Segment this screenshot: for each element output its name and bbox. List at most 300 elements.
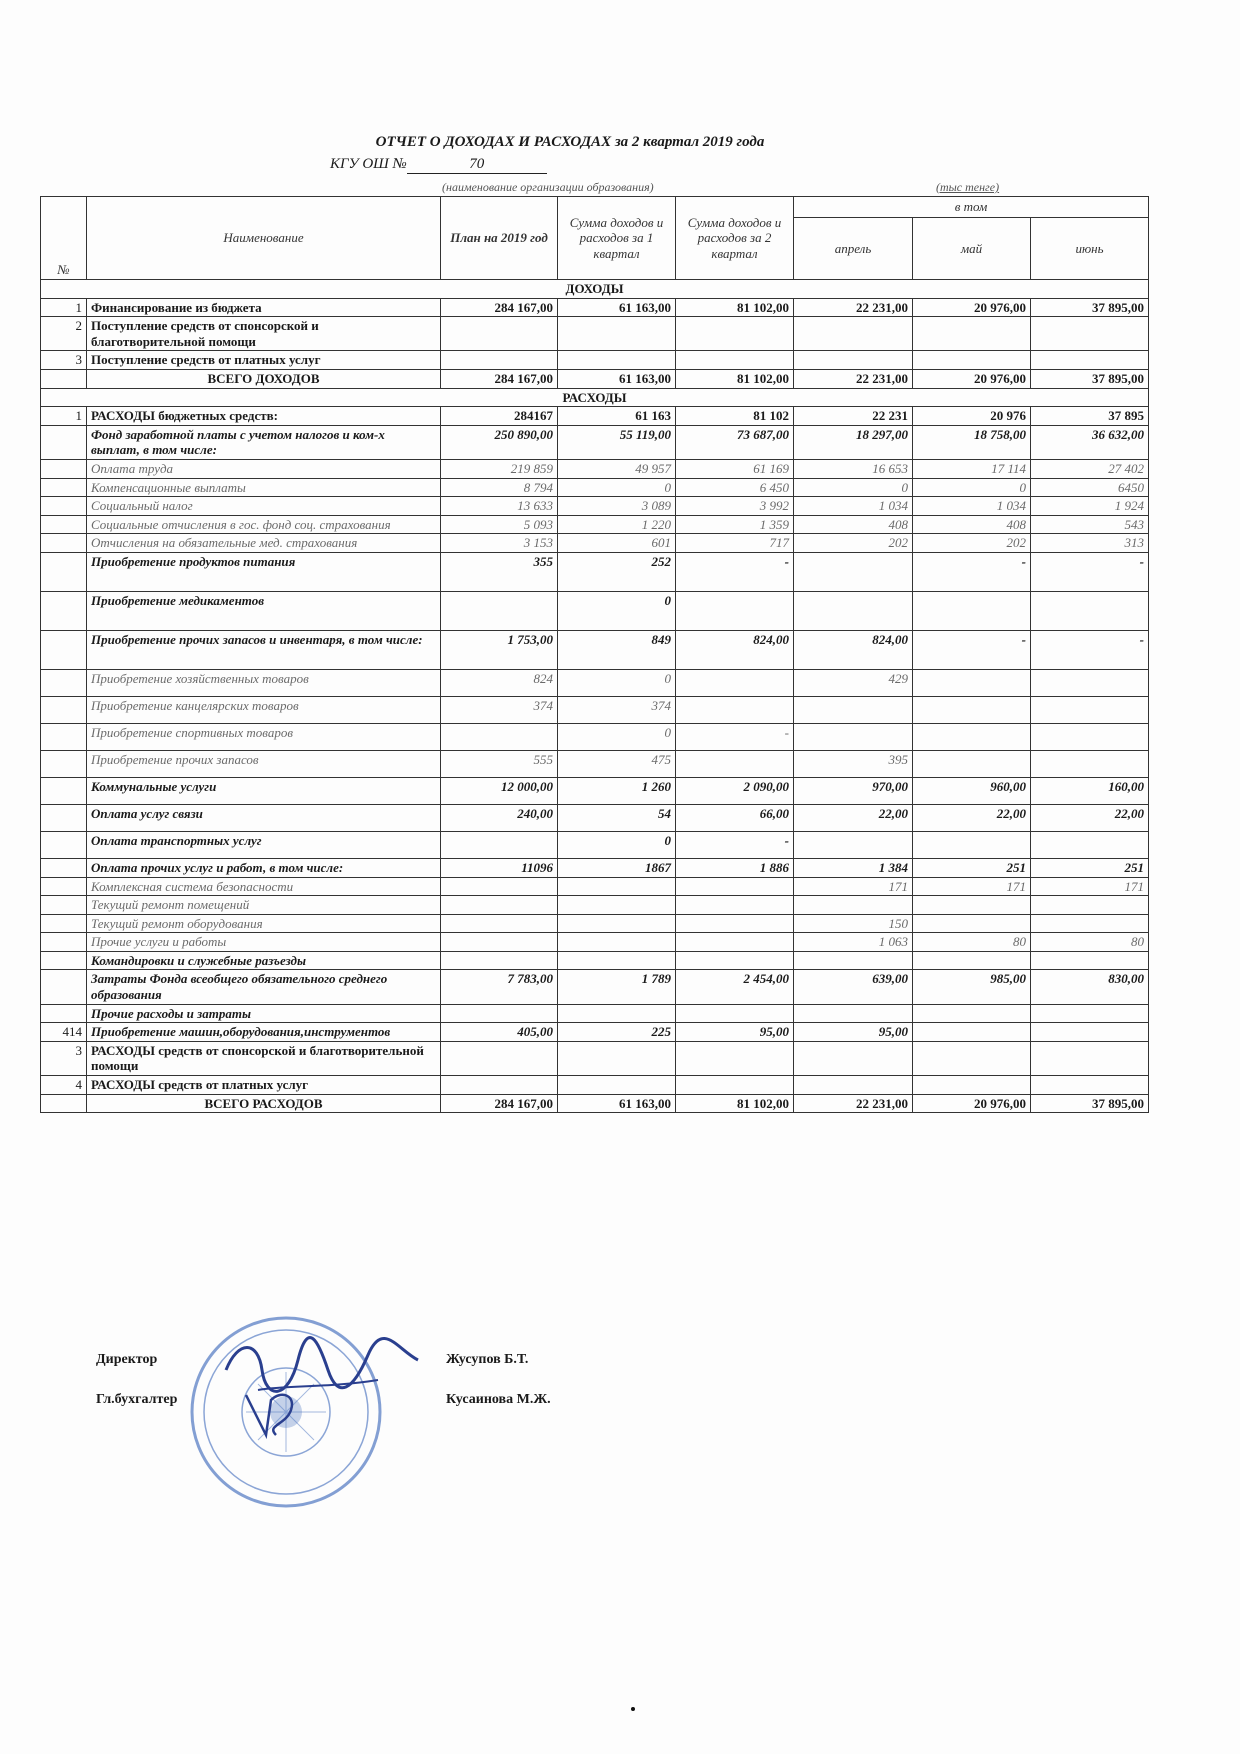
row-number: 2 — [41, 317, 87, 351]
cell-m2 — [913, 351, 1031, 370]
col-incl: в том — [794, 197, 1149, 218]
row-name: Компенсационные выплаты — [87, 478, 441, 497]
cell-m3: 36 632,00 — [1031, 425, 1149, 459]
cell-q2: 66,00 — [676, 804, 794, 831]
cell-m3 — [1031, 1076, 1149, 1095]
cell-q1: 0 — [558, 831, 676, 858]
cell-q1: 3 089 — [558, 497, 676, 516]
cell-q2: 81 102,00 — [676, 1094, 794, 1113]
cell-m3: - — [1031, 552, 1149, 591]
row-name: РАСХОДЫ средств от платных услуг — [87, 1076, 441, 1095]
cell-q2: 2 090,00 — [676, 777, 794, 804]
table-row — [41, 478, 1149, 497]
cell-q2 — [676, 1041, 794, 1075]
col-q1: Сумма доходов и расходов за 1 квартал — [558, 197, 676, 280]
total-label: ВСЕГО РАСХОДОВ — [87, 1094, 441, 1113]
cell-m3: 27 402 — [1031, 459, 1149, 478]
row-name: Оплата услуг связи — [87, 804, 441, 831]
cell-m2 — [913, 1004, 1031, 1023]
cell-plan — [441, 831, 558, 858]
row-number — [41, 630, 87, 669]
cell-m3: - — [1031, 630, 1149, 669]
cell-q2: 61 169 — [676, 459, 794, 478]
cell-q2: 1 359 — [676, 515, 794, 534]
row-number — [41, 877, 87, 896]
cell-plan: 284 167,00 — [441, 369, 558, 388]
row-number: 1 — [41, 407, 87, 426]
row-name: Оплата труда — [87, 459, 441, 478]
cell-m2: - — [913, 552, 1031, 591]
cell-m1: 1 063 — [794, 933, 913, 952]
cell-q2 — [676, 1076, 794, 1095]
cell-q1 — [558, 896, 676, 915]
cell-m2 — [913, 951, 1031, 970]
cell-q2: - — [676, 831, 794, 858]
cell-q1: 374 — [558, 696, 676, 723]
cell-m1: 171 — [794, 877, 913, 896]
cell-q1: 252 — [558, 552, 676, 591]
cell-m1: 1 384 — [794, 858, 913, 877]
cell-plan: 1 753,00 — [441, 630, 558, 669]
cell-q2 — [676, 317, 794, 351]
cell-plan: 284 167,00 — [441, 1094, 558, 1113]
row-name: Приобретение хозяйственных товаров — [87, 669, 441, 696]
row-number — [41, 696, 87, 723]
units-caption: (тыс тенге) — [936, 180, 1000, 194]
cell-plan: 555 — [441, 750, 558, 777]
col-no: № — [41, 197, 87, 280]
section-title: РАСХОДЫ — [41, 388, 1149, 407]
cell-q2 — [676, 696, 794, 723]
cell-m2 — [913, 591, 1031, 630]
cell-q2: - — [676, 723, 794, 750]
row-name: РАСХОДЫ бюджетных средств: — [87, 407, 441, 426]
cell-m3: 171 — [1031, 877, 1149, 896]
cell-q1: 61 163,00 — [558, 298, 676, 317]
cell-m2 — [913, 696, 1031, 723]
cell-m1: 22 231,00 — [794, 369, 913, 388]
table-row — [41, 951, 1149, 970]
cell-m3 — [1031, 591, 1149, 630]
table-row — [41, 317, 1149, 351]
table-row — [41, 1041, 1149, 1075]
cell-q1 — [558, 1076, 676, 1095]
cell-q2: 824,00 — [676, 630, 794, 669]
cell-m3: 37 895 — [1031, 407, 1149, 426]
cell-q1: 61 163,00 — [558, 369, 676, 388]
cell-m2: 22,00 — [913, 804, 1031, 831]
row-number — [41, 369, 87, 388]
row-name: Поступление средств от платных услуг — [87, 351, 441, 370]
cell-q1: 1 260 — [558, 777, 676, 804]
row-name: Финансирование из бюджета — [87, 298, 441, 317]
table-row — [41, 534, 1149, 553]
cell-m1: 0 — [794, 478, 913, 497]
table-row — [41, 351, 1149, 370]
row-number — [41, 804, 87, 831]
row-number — [41, 534, 87, 553]
page-dot — [631, 1707, 635, 1711]
col-plan: План на 2019 год — [441, 197, 558, 280]
row-number — [41, 750, 87, 777]
row-name: Фонд заработной платы с учетом налогов и ком-х выплат, в том числе: — [87, 425, 441, 459]
cell-m2: 960,00 — [913, 777, 1031, 804]
cell-m1: 22 231,00 — [794, 1094, 913, 1113]
table-row — [41, 407, 1149, 426]
cell-m1: 824,00 — [794, 630, 913, 669]
cell-m2: 408 — [913, 515, 1031, 534]
cell-m2 — [913, 831, 1031, 858]
cell-m2 — [913, 669, 1031, 696]
cell-m2 — [913, 1041, 1031, 1075]
table-row — [41, 804, 1149, 831]
table-row — [41, 298, 1149, 317]
cell-m3 — [1031, 1004, 1149, 1023]
cell-q2 — [676, 669, 794, 696]
cell-plan: 8 794 — [441, 478, 558, 497]
cell-m3 — [1031, 951, 1149, 970]
row-name: Приобретение канцелярских товаров — [87, 696, 441, 723]
cell-q2: 2 454,00 — [676, 970, 794, 1004]
row-name: Приобретение прочих запасов — [87, 750, 441, 777]
table-row — [41, 877, 1149, 896]
cell-q1 — [558, 877, 676, 896]
cell-m1 — [794, 552, 913, 591]
cell-q1: 0 — [558, 478, 676, 497]
row-name: Текущий ремонт оборудования — [87, 914, 441, 933]
cell-q1: 0 — [558, 591, 676, 630]
cell-plan — [441, 896, 558, 915]
cell-q2 — [676, 351, 794, 370]
cell-m1: 22,00 — [794, 804, 913, 831]
row-number: 414 — [41, 1023, 87, 1042]
cell-plan — [441, 877, 558, 896]
cell-q1: 475 — [558, 750, 676, 777]
cell-q2 — [676, 933, 794, 952]
cell-m3 — [1031, 317, 1149, 351]
row-number — [41, 723, 87, 750]
row-name: Прочие услуги и работы — [87, 933, 441, 952]
cell-m1: 150 — [794, 914, 913, 933]
cell-q1: 1 789 — [558, 970, 676, 1004]
table-row — [41, 630, 1149, 669]
cell-plan: 5 093 — [441, 515, 558, 534]
row-number — [41, 970, 87, 1004]
row-name: Отчисления на обязательные мед. страхования — [87, 534, 441, 553]
cell-plan: 219 859 — [441, 459, 558, 478]
row-number — [41, 1004, 87, 1023]
table-row — [41, 777, 1149, 804]
section-expenses — [41, 388, 1149, 407]
org-prefix: КГУ ОШ № — [330, 156, 407, 172]
cell-plan — [441, 1041, 558, 1075]
cell-q2 — [676, 951, 794, 970]
cell-q2: 717 — [676, 534, 794, 553]
cell-q1 — [558, 933, 676, 952]
cell-q1 — [558, 1004, 676, 1023]
cell-plan: 284167 — [441, 407, 558, 426]
cell-m2 — [913, 317, 1031, 351]
cell-m3 — [1031, 750, 1149, 777]
row-number — [41, 858, 87, 877]
cell-m3: 543 — [1031, 515, 1149, 534]
cell-m2: 171 — [913, 877, 1031, 896]
cell-m2: 985,00 — [913, 970, 1031, 1004]
cell-m3: 37 895,00 — [1031, 1094, 1149, 1113]
cell-m1 — [794, 351, 913, 370]
table-row — [41, 858, 1149, 877]
cell-q2: 6 450 — [676, 478, 794, 497]
cell-plan: 3 153 — [441, 534, 558, 553]
cell-q1: 55 119,00 — [558, 425, 676, 459]
cell-q2: 81 102 — [676, 407, 794, 426]
cell-m2: - — [913, 630, 1031, 669]
cell-m1: 18 297,00 — [794, 425, 913, 459]
row-number — [41, 669, 87, 696]
table-row — [41, 896, 1149, 915]
row-name: Приобретение машин,оборудования,инструментов — [87, 1023, 441, 1042]
cell-m3 — [1031, 723, 1149, 750]
cell-m3: 160,00 — [1031, 777, 1149, 804]
table-row — [41, 914, 1149, 933]
cell-m3 — [1031, 896, 1149, 915]
cell-m1 — [794, 696, 913, 723]
cell-m3: 80 — [1031, 933, 1149, 952]
cell-m2: 251 — [913, 858, 1031, 877]
row-number — [41, 497, 87, 516]
cell-m2 — [913, 1076, 1031, 1095]
row-number — [41, 591, 87, 630]
row-name: Коммунальные услуги — [87, 777, 441, 804]
col-june: июнь — [1031, 218, 1149, 280]
row-name: Затраты Фонда всеобщего обязательного среднего образования — [87, 970, 441, 1004]
row-number — [41, 515, 87, 534]
section-income — [41, 280, 1149, 299]
org-caption: (наименование организации образования) — [442, 180, 654, 194]
cell-q1 — [558, 317, 676, 351]
cell-q2: 1 886 — [676, 858, 794, 877]
cell-m3 — [1031, 831, 1149, 858]
cell-q1: 1867 — [558, 858, 676, 877]
cell-m2 — [913, 896, 1031, 915]
cell-q1: 849 — [558, 630, 676, 669]
col-may: май — [913, 218, 1031, 280]
cell-m1 — [794, 1041, 913, 1075]
cell-m3 — [1031, 696, 1149, 723]
cell-plan: 355 — [441, 552, 558, 591]
row-name: Приобретение прочих запасов и инвентаря, в том числе: — [87, 630, 441, 669]
row-name: Социальный налог — [87, 497, 441, 516]
cell-m2: 20 976,00 — [913, 298, 1031, 317]
cell-m1 — [794, 951, 913, 970]
cell-q1: 1 220 — [558, 515, 676, 534]
cell-m2 — [913, 1023, 1031, 1042]
cell-plan: 250 890,00 — [441, 425, 558, 459]
row-number — [41, 914, 87, 933]
col-q2: Сумма доходов и расходов за 2 квартал — [676, 197, 794, 280]
table-row — [41, 723, 1149, 750]
header-row — [41, 197, 1149, 218]
expense-total-row — [41, 1094, 1149, 1113]
table-row — [41, 750, 1149, 777]
cell-q1: 0 — [558, 669, 676, 696]
cell-m1 — [794, 831, 913, 858]
cell-plan — [441, 591, 558, 630]
cell-q2: 3 992 — [676, 497, 794, 516]
col-name: Наименование — [87, 197, 441, 280]
row-name: Командировки и служебные разъезды — [87, 951, 441, 970]
cell-q1 — [558, 914, 676, 933]
cell-q2 — [676, 1004, 794, 1023]
cell-m3: 1 924 — [1031, 497, 1149, 516]
cell-plan — [441, 351, 558, 370]
cell-m2 — [913, 750, 1031, 777]
cell-plan — [441, 914, 558, 933]
cell-q2 — [676, 914, 794, 933]
row-name: Текущий ремонт помещений — [87, 896, 441, 915]
table-row — [41, 497, 1149, 516]
row-number: 3 — [41, 1041, 87, 1075]
row-number — [41, 933, 87, 952]
cell-m1: 970,00 — [794, 777, 913, 804]
cell-m2: 202 — [913, 534, 1031, 553]
row-number — [41, 478, 87, 497]
cell-m1: 16 653 — [794, 459, 913, 478]
cell-q1: 49 957 — [558, 459, 676, 478]
table-row — [41, 425, 1149, 459]
cell-m1 — [794, 317, 913, 351]
cell-m2: 1 034 — [913, 497, 1031, 516]
cell-m2 — [913, 723, 1031, 750]
cell-m3 — [1031, 914, 1149, 933]
income-total-row — [41, 369, 1149, 388]
cell-plan — [441, 951, 558, 970]
table-row — [41, 1076, 1149, 1095]
row-number: 4 — [41, 1076, 87, 1095]
row-number — [41, 777, 87, 804]
row-name: Прочие расходы и затраты — [87, 1004, 441, 1023]
cell-q2: 81 102,00 — [676, 298, 794, 317]
cell-q2 — [676, 750, 794, 777]
cell-m2: 20 976 — [913, 407, 1031, 426]
table-row — [41, 1004, 1149, 1023]
table-row — [41, 552, 1149, 591]
row-name: Оплата транспортных услуг — [87, 831, 441, 858]
cell-plan — [441, 1004, 558, 1023]
cell-m3: 22,00 — [1031, 804, 1149, 831]
cell-m3 — [1031, 669, 1149, 696]
row-number — [41, 951, 87, 970]
report-title: ОТЧЕТ О ДОХОДАХ И РАСХОДАХ за 2 квартал 2019 года — [375, 134, 765, 150]
cell-m1 — [794, 1004, 913, 1023]
cell-plan: 7 783,00 — [441, 970, 558, 1004]
cell-m1 — [794, 1076, 913, 1095]
cell-q2: 81 102,00 — [676, 369, 794, 388]
cell-plan: 374 — [441, 696, 558, 723]
row-name: Приобретение продуктов питания — [87, 552, 441, 591]
cell-q1: 0 — [558, 723, 676, 750]
table-row — [41, 970, 1149, 1004]
director-label: Директор — [96, 1352, 158, 1367]
cell-plan — [441, 317, 558, 351]
cell-m3: 830,00 — [1031, 970, 1149, 1004]
accountant-label: Гл.бухгалтер — [96, 1392, 178, 1407]
cell-q2: 95,00 — [676, 1023, 794, 1042]
cell-q1 — [558, 951, 676, 970]
cell-m2: 80 — [913, 933, 1031, 952]
cell-q2: 73 687,00 — [676, 425, 794, 459]
cell-q1: 601 — [558, 534, 676, 553]
cell-m1: 95,00 — [794, 1023, 913, 1042]
cell-m2: 20 976,00 — [913, 369, 1031, 388]
cell-m1 — [794, 723, 913, 750]
cell-plan: 12 000,00 — [441, 777, 558, 804]
row-name: Приобретение спортивных товаров — [87, 723, 441, 750]
cell-plan: 284 167,00 — [441, 298, 558, 317]
cell-q2 — [676, 591, 794, 630]
cell-m3 — [1031, 1041, 1149, 1075]
row-number — [41, 896, 87, 915]
row-name: Социальные отчисления в гос. фонд соц. страхования — [87, 515, 441, 534]
cell-m3: 251 — [1031, 858, 1149, 877]
cell-q1: 225 — [558, 1023, 676, 1042]
cell-m2: 18 758,00 — [913, 425, 1031, 459]
cell-m3: 313 — [1031, 534, 1149, 553]
cell-plan: 11096 — [441, 858, 558, 877]
row-number — [41, 1094, 87, 1113]
cell-m2 — [913, 914, 1031, 933]
cell-q1 — [558, 351, 676, 370]
row-name: Комплексная система безопасности — [87, 877, 441, 896]
cell-q2 — [676, 877, 794, 896]
cell-m2: 17 114 — [913, 459, 1031, 478]
table-row — [41, 669, 1149, 696]
table-row — [41, 1023, 1149, 1042]
row-number — [41, 552, 87, 591]
director-name: Жусупов Б.Т. — [446, 1352, 529, 1367]
cell-q1: 61 163,00 — [558, 1094, 676, 1113]
cell-m3 — [1031, 351, 1149, 370]
table-row — [41, 459, 1149, 478]
cell-plan — [441, 723, 558, 750]
cell-plan — [441, 933, 558, 952]
report-body — [41, 280, 1149, 1113]
cell-plan: 13 633 — [441, 497, 558, 516]
table-row — [41, 933, 1149, 952]
cell-m3 — [1031, 1023, 1149, 1042]
cell-plan — [441, 1076, 558, 1095]
cell-plan: 240,00 — [441, 804, 558, 831]
report-table — [40, 196, 1149, 1113]
accountant-name: Кусаинова М.Ж. — [446, 1392, 551, 1407]
row-number: 3 — [41, 351, 87, 370]
cell-q1 — [558, 1041, 676, 1075]
table-row — [41, 591, 1149, 630]
cell-m1: 395 — [794, 750, 913, 777]
table-row — [41, 831, 1149, 858]
row-name: Приобретение медикаментов — [87, 591, 441, 630]
cell-q1: 61 163 — [558, 407, 676, 426]
cell-plan: 405,00 — [441, 1023, 558, 1042]
cell-m1: 22 231 — [794, 407, 913, 426]
table-row — [41, 696, 1149, 723]
section-title: ДОХОДЫ — [41, 280, 1149, 299]
row-number: 1 — [41, 298, 87, 317]
cell-m1: 22 231,00 — [794, 298, 913, 317]
total-label: ВСЕГО ДОХОДОВ — [87, 369, 441, 388]
cell-plan: 824 — [441, 669, 558, 696]
cell-m1: 202 — [794, 534, 913, 553]
